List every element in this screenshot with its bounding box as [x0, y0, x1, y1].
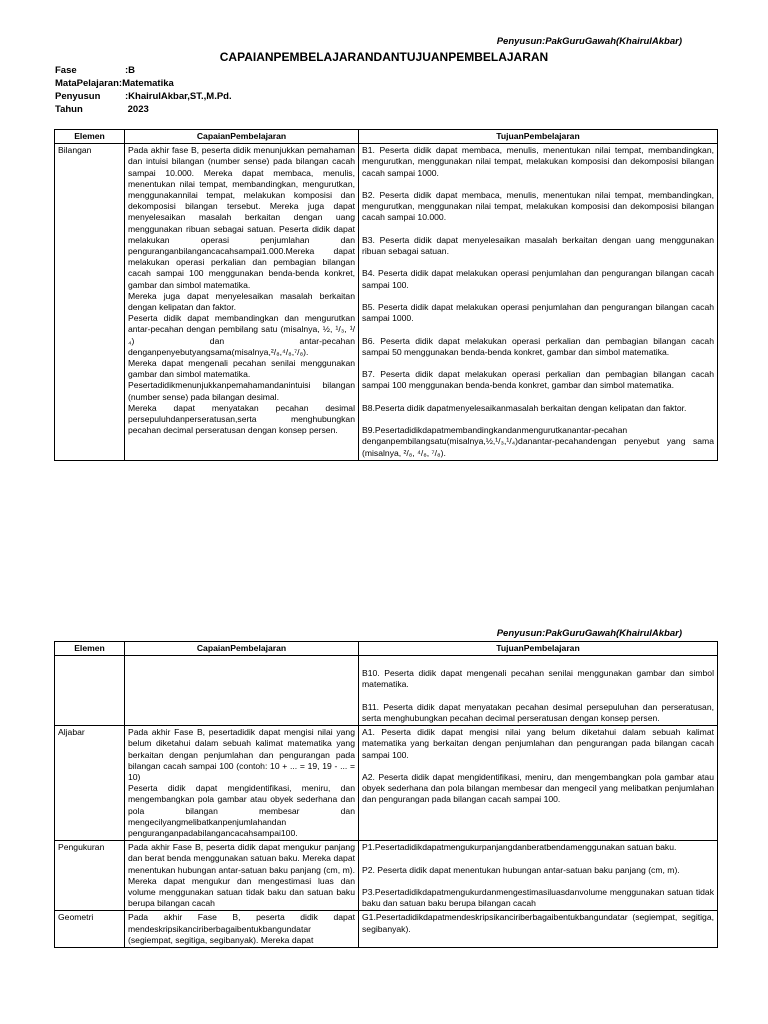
table-row	[55, 841, 718, 911]
meta-key: Tahun	[55, 104, 83, 115]
capaian-paragraph: Pada akhir fase B, peserta didik menunjukkan pemahaman dan intuisi bilangan (number sense) pada bilangan cacah sampai 10.000. Mereka dapat membaca, menulis, menentukan nilai tempat, membandingkan, mengurutkan, menggunakannilai tempat, melakukan komposisi dan dekomposisi bilangan tersebut. Mereka juga dapat menyelesaikan masalah berkaitan dengan uang menggunakan ribuan sebagai satuan. Peserta didik dapat melakukan operasi penjumlahan dan penguranganbilangancacahsampai1.000.Mereka dapat melakukan operasi perkalian dan pembagian bilangan cacah sampai 100 menggunakan benda-benda konkret, gambar dan simbol matematika.	[128, 145, 355, 290]
meta-row-mapel	[55, 77, 232, 90]
tujuan-item: B9.Pesertadidikdapatmembandingkandanmengurutkanantar-pecahan denganpembilangsatu(misalnya,½,¹/₃,¹/₄)danantar-pecahandengan penyebut yang sama (misalnya, ²/₈, ⁴/₈, ⁷/₈).	[362, 425, 714, 458]
page-title: CAPAIANPEMBELAJARANDANTUJUANPEMBELAJARAN	[219, 50, 549, 64]
capaian-paragraph: Pada akhir Fase B, peserta didik dapat mendeskripsikanciriberbagaibentukbangundatar (segiempat, segitiga, segibanyak). Mereka dapat	[128, 912, 355, 945]
meta-row-tahun	[55, 103, 232, 116]
tujuan-item: B4. Peserta didik dapat melakukan operasi penjumlahan dan pengurangan bilangan cacah sampai 100.	[362, 268, 714, 290]
tujuan-item: B2. Peserta didik dapat membaca, menulis, menentukan nilai tempat, membandingkan, mengurutkan, menggunakan nilai tempat, melakukan komposisi dan dekomposisi bilangan cacah sampai 10.000.	[362, 190, 714, 223]
header-capaian: CapaianPembelajaran	[125, 642, 359, 656]
tujuan-cell	[359, 656, 718, 726]
tujuan-item: A1. Peserta didik dapat mengisi nilai yang belum diketahui dalam sebuah kalimat matematika yang berkaitan dengan penjumlahan dan pengurangan pada bilangan cacah sampai 100.	[362, 727, 714, 760]
meta-key: Penyusun	[55, 91, 101, 102]
tujuan-item: B10. Peserta didik dapat mengenali pecahan senilai menggunakan gambar dan simbol matematika.	[362, 668, 714, 690]
tujuan-item: B3. Peserta didik dapat menyelesaikan masalah berkaitan dengan uang menggunakan ribuan sebagai satuan.	[362, 234, 714, 256]
meta-value: :KhairulAkbar,ST.,M.Pd.	[125, 91, 232, 102]
tujuan-item: G1.Pesertadidikdapatmendeskripsikanciriberbagaibentukbangundatar (segiempat, segitiga, segibanyak).	[362, 912, 714, 934]
capaian-paragraph: Mereka dapat mengenali pecahan senilai menggunakan gambar dan simbol matematika.	[128, 358, 355, 380]
tujuan-item: P1.Pesertadidikdapatmengukurpanjangdanberatbendamenggunakan satuan baku.	[362, 842, 677, 853]
capaian-paragraph: Pada akhir Fase B, pesertadidik dapat mengisi nilai yang belum diketahui dalam sebuah kalimat matematika yang berkaitan dengan penjumlahan dan pengurangan pada bilangan cacah sampai 100 (contoh: 10 + ... = 19, 19 - ... = 10)	[128, 727, 355, 783]
capaian-paragraph: Peserta didik dapat membandingkan dan mengurutkan antar-pecahan dengan pembilang satu (misalnya, ½, ¹/₃, ¹/₄) dan antar-pecahan denganpenyebutyangsama(misalnya,²/₈,⁴/₈,⁷/₈).	[128, 313, 355, 357]
capaian-cell	[125, 656, 359, 726]
header-tujuan: TujuanPembelajaran	[359, 130, 718, 144]
table-row	[55, 144, 718, 461]
meta-row-fase	[55, 64, 232, 77]
meta-key: MataPelajaran:	[55, 78, 123, 89]
table-row	[55, 656, 718, 726]
capaian-cell	[125, 841, 359, 911]
element-cell: Geometri	[55, 911, 125, 948]
cp-tp-table-2	[54, 641, 718, 948]
table-header-row	[55, 130, 718, 144]
author-line: Penyusun:PakGuruGawah(KhairulAkbar)	[496, 36, 682, 47]
tujuan-item: B11. Peserta didik dapat menyatakan pecahan desimal persepuluhan dan perseratusan, serta menghubungkan pecahan decimal perseratusan dengan konsep persen.	[362, 701, 714, 723]
capaian-paragraph: Mereka juga dapat menyelesaikan masalah berkaitan dengan kelipatan dan faktor.	[128, 290, 355, 313]
tujuan-item: B5. Peserta didik dapat melakukan operasi penjumlahan dan pengurangan bilangan cacah sampai 1000.	[362, 301, 714, 324]
header-tujuan: TujuanPembelajaran	[359, 642, 718, 656]
capaian-paragraph: Pesertadidikmenunjukkanpemahamandanintuisi bilangan (number sense) pada bilangan desimal.	[128, 380, 355, 402]
tujuan-item: P2. Peserta didik dapat menentukan hubungan antar-satuan baku panjang (cm, m).	[362, 864, 680, 875]
tujuan-cell	[359, 911, 718, 948]
capaian-cell	[125, 726, 359, 841]
cp-tp-table-1	[54, 129, 718, 461]
author-line-page-2: Penyusun:PakGuruGawah(KhairulAkbar)	[496, 628, 682, 639]
tujuan-cell	[359, 144, 718, 461]
tujuan-item: B8.Peserta didik dapatmenyelesaikanmasalah berkaitan dengan kelipatan dan faktor.	[362, 402, 687, 413]
header-elemen: Elemen	[55, 130, 125, 144]
header-elemen: Elemen	[55, 642, 125, 656]
tujuan-item: B6. Peserta didik dapat melakukan operasi perkalian dan pembagian bilangan cacah sampai 50 menggunakan benda-benda konkret, gambar dan simbol matematika.	[362, 335, 714, 357]
capaian-cell	[125, 911, 359, 948]
meta-value: :B	[125, 65, 136, 76]
header-capaian: CapaianPembelajaran	[125, 130, 359, 144]
element-cell: Bilangan	[55, 144, 125, 461]
tujuan-cell	[359, 726, 718, 841]
meta-row-penyusun	[55, 90, 232, 103]
capaian-cell	[125, 144, 359, 461]
tujuan-item: B7. Peserta didik dapat melakukan operasi perkalian dan pembagian bilangan cacah sampai 100 menggunakan benda-benda konkret, gambar dan simbol matematika.	[362, 369, 714, 391]
tujuan-item: P3.Pesertadidikdapatmengukurdanmengestimasiluasdanvolume menggunakan satuan tidak baku dan satuan baku berupa bilangan cacah	[362, 887, 714, 909]
meta-value: 2023	[125, 104, 149, 115]
meta-key: Fase	[55, 65, 77, 76]
tujuan-cell	[359, 841, 718, 911]
capaian-paragraph: Pada akhir Fase B, peserta didik dapat mengukur panjang dan berat benda menggunakan satuan baku. Mereka dapat menentukan hubungan antar-satuan baku panjang (cm, m). Mereka dapat mengukur dan mengestimasi luas dan volume menggunakan satuan tidak baku dan satuan baku berupa bilangan cacah	[128, 842, 355, 909]
meta-value: Matematika	[122, 78, 174, 89]
element-cell: Aljabar	[55, 726, 125, 841]
table-header-row	[55, 642, 718, 656]
capaian-paragraph: Peserta didik dapat mengidentifikasi, meniru, dan mengembangkan pola gambar atau obyek sederhana dan pola bilangan membesar dan mengecilyangmelibatkanpenjumlahandan penguranganpadabilangancacahsampai100.	[128, 783, 355, 839]
capaian-paragraph: Mereka dapat menyatakan pecahan desimal persepuluhdanperseratusan,serta menghubungkan pecahan decimal perseratusan dengan konsep persen.	[128, 402, 355, 436]
meta-block	[55, 64, 232, 116]
table-row	[55, 911, 718, 948]
element-cell	[55, 656, 125, 726]
tujuan-item: B1. Peserta didik dapat membaca, menulis, menentukan nilai tempat, membandingkan, mengurutkan, menggunakan nilai tempat, melakukan komposisi dan dekomposisi bilangan cacah sampai 1000.	[362, 145, 714, 178]
element-cell: Pengukuran	[55, 841, 125, 911]
tujuan-item: A2. Peserta didik dapat mengidentifikasi, meniru, dan mengembangkan pola gambar atau obyek sederhana dan pola bilangan membesar dan mengecil yang melibatkan penjumlahan dan pengurangan pada bilangan cacah sampai 100.	[362, 772, 714, 805]
table-row	[55, 726, 718, 841]
